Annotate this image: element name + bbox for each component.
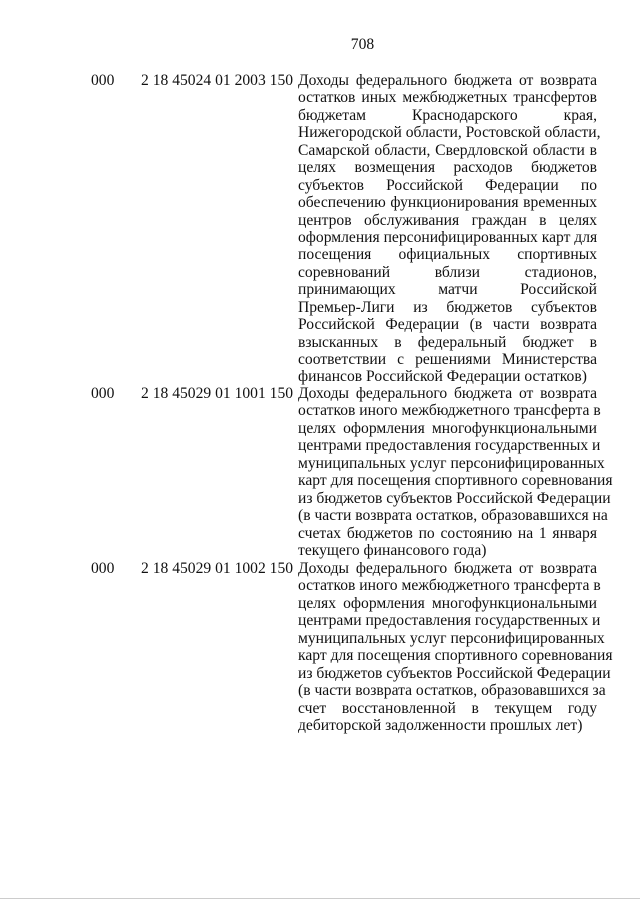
admin-code: 000 [91,560,115,577]
budget-classification-code: 2 18 45024 01 2003 150 [141,72,294,89]
description-line: из бюджетов субъектов Российской Федерации [298,664,611,682]
description-line: муниципальных услуг персонифицированных [298,629,605,647]
description-line: (в части возврата остатков, образовавшихся на [298,507,608,525]
income-description [298,385,613,559]
description-line: бюджетам Краснодарского края, [298,106,597,124]
description-line: взысканных в федеральный бюджет в [298,333,597,351]
description-line: центрами предоставления государственных и [298,612,601,630]
page-number: 708 [350,36,375,53]
description-line: карт для посещения спортивного соревнования [298,472,613,490]
description-line: из бюджетов субъектов Российской Федерации [298,489,611,507]
description-line: счетах бюджетов по состоянию на 1 января [298,524,597,542]
description-line: карт для посещения спортивного соревнования [298,647,613,665]
description-line: Доходы федерального бюджета от возврата [298,385,597,402]
description-line: остатков иного межбюджетного трансферта в [298,402,601,420]
description-line: центрами предоставления государственных и [298,437,601,455]
description-line: муниципальных услуг персонифицированных [298,454,605,472]
budget-classification-code: 2 18 45029 01 1002 150 [141,560,294,577]
description-line: Доходы федерального бюджета от возврата [298,72,597,89]
description-line: Премьер-Лиги из бюджетов субъектов [298,298,597,316]
description-line: целях оформления многофункциональными [298,419,597,437]
description-line: соревнований вблизи стадионов, [298,263,597,281]
description-line: посещения официальных спортивных [298,246,597,264]
description-line: Российской Федерации (в части возврата [298,316,597,334]
description-line: дебиторской задолженности прошлых лет) [298,716,583,734]
income-description [298,560,613,734]
description-line: остатков иных межбюджетных трансфертов [298,89,597,107]
admin-code: 000 [91,72,115,89]
description-line: целях оформления многофункциональными [298,594,597,612]
income-description [298,72,601,386]
budget-classification-code: 2 18 45029 01 1001 150 [141,385,294,402]
description-line: Доходы федерального бюджета от возврата [298,560,597,577]
description-line: остатков иного межбюджетного трансферта в [298,577,601,595]
description-line: (в части возврата остатков, образовавшихся за [298,682,606,700]
description-line: целях возмещения расходов бюджетов [298,159,597,177]
description-line: Нижегородской области, Ростовской области, [298,124,601,142]
description-line: соответствии с решениями Министерства [298,351,597,368]
scan-edge-divider [0,898,640,899]
description-line: финансов Российской Федерации остатков) [298,368,587,386]
admin-code: 000 [91,385,115,402]
description-line: счет восстановленной в текущем году [298,699,597,717]
description-line: центров обслуживания граждан в целях [298,211,597,229]
description-line: текущего финансового года) [298,541,487,559]
description-line: субъектов Российской Федерации по [298,176,597,194]
description-line: обеспечению функционирования временных [298,194,597,212]
description-line: принимающих матчи Российской [298,281,597,299]
description-line: оформления персонифицированных карт для [298,228,598,246]
description-line: Самарской области, Свердловской области в [298,141,597,159]
